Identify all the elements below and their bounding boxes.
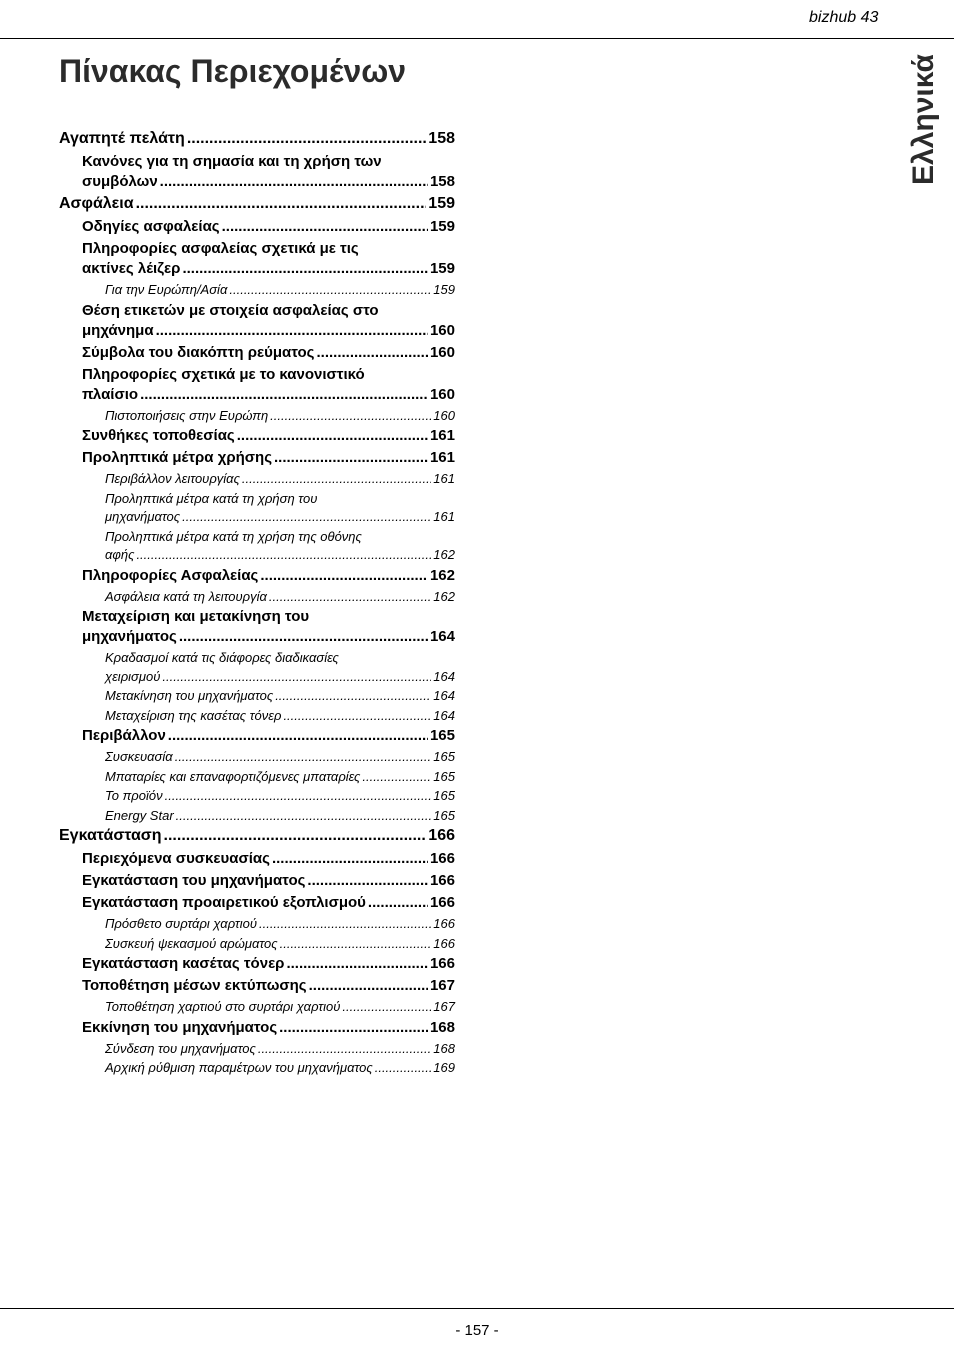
toc-entry-title: Μετακίνηση του μηχανήματος [105,688,274,703]
dot-leader [259,915,431,934]
dot-leader [283,707,431,726]
toc-entry-level-3[interactable] [105,490,455,527]
toc-entry-level-3[interactable] [105,687,455,706]
toc-page-number: 162 [429,566,455,584]
toc-entry-title: Περιεχόμενα συσκευασίας [82,850,270,867]
toc-page-number: 159 [429,218,455,235]
toc-entry-title: Αγαπητέ πελάτη [59,130,185,147]
toc-page-number: 161 [433,509,455,524]
toc-entry-title: Μεταχείριση της κασέτας τόνερ [105,707,282,723]
dot-leader [229,281,431,300]
dot-leader [136,546,431,565]
toc-entry-title: ακτίνες λέιζερ [82,260,181,277]
dot-leader [162,668,431,687]
toc-entry-title: Προληπτικά μέτρα κατά τη χρήση της οθόνης [105,528,362,544]
toc-entry-title: Εγκατάσταση κασέτας τόνερ [82,955,285,972]
toc-page-number: 165 [433,768,455,784]
toc-entry-title: Εγκατάσταση [59,827,162,844]
dot-leader [140,385,428,405]
dot-leader [342,998,431,1017]
toc-entry-level-3[interactable] [105,588,455,607]
dot-leader [368,893,428,913]
toc-entry-level-2[interactable] [82,607,455,647]
toc-entry-level-3[interactable] [105,998,455,1017]
toc-page-number: 158 [429,173,455,190]
dot-leader [187,129,426,149]
dot-leader [176,807,432,826]
toc-entry-level-3[interactable] [105,528,455,565]
toc-entry-level-2[interactable] [82,365,455,405]
dot-leader [237,426,428,446]
dot-leader [280,935,432,954]
page-number: - 157 - [455,1322,499,1339]
toc-entry-title: Συσκευή ψεκασμού αρώματος [105,935,278,951]
toc-entry-level-2[interactable] [82,849,455,869]
toc-page-number: 164 [429,628,455,645]
dot-leader [165,787,432,806]
dot-leader [160,172,428,192]
toc-entry-title: μηχάνημα [82,321,154,339]
toc-page-number: 168 [433,1040,455,1056]
dot-leader [168,726,428,746]
table-of-contents [59,129,455,1079]
toc-entry-level-3[interactable] [105,470,455,489]
toc-page-number: 159 [433,282,455,297]
toc-entry-title: Συνθήκες τοποθεσίας [82,427,235,444]
toc-page-number: 162 [433,588,455,604]
toc-entry-level-2[interactable] [82,301,455,341]
toc-entry-title: Σύμβολα του διακόπτη ρεύματος [82,343,315,361]
toc-entry-level-2[interactable] [82,426,455,446]
toc-page-number: 167 [433,999,455,1014]
toc-page-number: 166 [429,894,455,911]
toc-entry-title: Ασφάλεια [59,195,134,212]
toc-entry-title: Energy Star [105,807,174,823]
toc-entry-level-2[interactable] [82,1018,455,1038]
toc-entry-title: Πληροφορίες σχετικά με το κανονιστικό [82,365,365,383]
toc-entry-level-2[interactable] [82,954,455,974]
toc-entry-title: Πληροφορίες Ασφαλείας [82,566,259,584]
toc-entry-title: Οδηγίες ασφαλείας [82,218,220,235]
toc-entry-title: Προληπτικά μέτρα κατά τη χρήση του [105,490,318,506]
toc-entry-level-2[interactable] [82,343,455,363]
toc-entry-title: πλαίσιο [82,385,139,403]
toc-entry-level-2[interactable] [82,726,455,746]
dot-leader [307,871,428,891]
toc-entry-level-3[interactable] [105,807,455,826]
toc-page-number: 165 [429,727,455,744]
dot-leader [270,407,431,426]
toc-entry-level-2[interactable] [82,893,455,913]
toc-entry-title: Εγκατάσταση του μηχανήματος [82,872,306,889]
toc-entry-title: Τοποθέτηση χαρτιού στο συρτάρι χαρτιού [105,999,341,1014]
toc-page-number: 166 [433,916,455,931]
toc-entry-level-2[interactable] [82,448,455,468]
dot-leader [242,470,431,489]
toc-entry-level-2[interactable] [82,976,455,996]
header-model-name: bizhub 43 [809,9,879,26]
toc-page-number: 160 [429,385,455,403]
toc-page-number: 166 [429,955,455,972]
dot-leader [274,448,428,468]
toc-entry-level-3[interactable] [105,407,455,426]
dot-leader [286,954,428,974]
toc-page-number: 159 [429,260,455,277]
toc-page-number: 164 [433,707,455,723]
toc-page-number: 161 [433,471,455,486]
toc-entry-title: Μπαταρίες και επαναφορτιζόμενες μπαταρίες [105,768,361,784]
toc-entry-title: Εγκατάσταση προαιρετικού εξοπλισμού [82,894,366,911]
toc-page-number: 158 [428,130,455,147]
toc-entry-title: αφής [105,547,135,562]
toc-page-number: 166 [429,872,455,889]
toc-entry-level-3[interactable] [105,748,455,767]
toc-page-number: 159 [428,195,455,212]
toc-page-number: 160 [429,343,455,361]
toc-entry-level-3[interactable] [105,768,455,787]
toc-page-number: 162 [433,547,455,562]
toc-entry-title: Πληροφορίες ασφαλείας σχετικά με τις [82,240,359,257]
toc-entry-level-3[interactable] [105,1059,455,1078]
toc-entry-title: Για την Ευρώπη/Ασία [105,282,228,297]
toc-page-number: 160 [429,321,455,339]
dot-leader [279,1018,428,1038]
toc-entry-level-3[interactable] [105,281,455,300]
dot-leader [272,849,428,869]
dot-leader [275,687,431,706]
toc-entry-level-1[interactable] [59,194,455,214]
toc-page-number: 161 [429,427,455,444]
toc-page-number: 165 [433,749,455,764]
toc-page-number: 168 [429,1018,455,1036]
dot-leader [309,976,428,996]
toc-entry-title: Θέση ετικετών με στοιχεία ασφαλείας στο [82,301,379,319]
toc-page-number: 161 [429,449,455,466]
toc-entry-level-1[interactable] [59,826,455,846]
toc-page-number: 167 [429,977,455,994]
toc-entry-title: μηχανήματος [105,509,181,524]
page-title: Πίνακας Περιεχομένων [59,53,407,89]
toc-entry-title: Μεταχείριση και μετακίνηση του [82,608,310,625]
toc-page-number: 166 [429,850,455,867]
toc-entry-title: Αρχική ρύθμιση παραμέτρων του μηχανήματος [105,1060,373,1075]
toc-entry-title: Σύνδεση του μηχανήματος [105,1040,256,1056]
dot-leader [136,194,427,214]
toc-entry-level-2[interactable] [82,566,455,586]
toc-entry-level-2[interactable] [82,871,455,891]
dot-leader [164,826,427,846]
toc-entry-title: συμβόλων [82,173,158,190]
toc-page-number: 164 [433,688,455,703]
dot-leader [179,627,428,647]
dot-leader [182,259,428,279]
toc-entry-title: Κανόνες για τη σημασία και τη χρήση των [82,153,382,170]
toc-entry-title: μηχανήματος [82,628,177,645]
toc-page-number: 166 [428,827,455,844]
toc-entry-title: χειρισμού [105,668,161,684]
toc-entry-title: Εκκίνηση του μηχανήματος [82,1018,278,1036]
toc-entry-title: Ασφάλεια κατά τη λειτουργία [105,588,267,604]
toc-entry-level-3[interactable] [105,1040,455,1059]
dot-leader [175,748,432,767]
toc-page-number: 166 [433,935,455,951]
toc-entry-level-3[interactable] [105,649,455,686]
toc-entry-level-3[interactable] [105,787,455,806]
toc-entry-level-1[interactable] [59,129,455,149]
dot-leader [269,588,431,607]
toc-entry-title: Συσκευασία [105,749,173,764]
toc-entry-level-2[interactable] [82,152,455,192]
toc-page-number: 165 [433,788,455,803]
toc-page-number: 165 [433,807,455,823]
toc-page-number: 169 [433,1060,455,1075]
toc-entry-level-3[interactable] [105,707,455,726]
toc-entry-level-2[interactable] [82,217,455,237]
toc-entry-level-3[interactable] [105,935,455,954]
dot-leader [260,566,428,586]
toc-entry-title: Κραδασμοί κατά τις διάφορες διαδικασίες [105,650,339,665]
toc-entry-title: Το προϊόν [105,788,163,803]
language-side-tab [893,45,953,195]
dot-leader [222,217,428,237]
dot-leader [317,343,428,363]
dot-leader [182,508,431,527]
toc-entry-level-3[interactable] [105,915,455,934]
dot-leader [156,321,428,341]
toc-entry-title: Πρόσθετο συρτάρι χαρτιού [105,916,257,931]
toc-entry-title: Τοποθέτηση μέσων εκτύπωσης [82,977,307,994]
dot-leader [375,1059,432,1078]
toc-entry-title: Περιβάλλον [82,727,166,744]
toc-entry-title: Περιβάλλον λειτουργίας [105,471,240,486]
toc-page-number: 160 [433,407,455,423]
footer-rule [0,1308,954,1309]
toc-entry-level-2[interactable] [82,239,455,279]
dot-leader [258,1040,431,1059]
dot-leader [362,768,431,787]
toc-page-number: 164 [433,668,455,684]
header-rule [0,38,954,39]
language-side-tab-label: Ελληνικά [907,54,940,185]
toc-entry-title: Προληπτικά μέτρα χρήσης [82,449,272,466]
toc-entry-title: Πιστοποιήσεις στην Ευρώπη [105,407,269,423]
